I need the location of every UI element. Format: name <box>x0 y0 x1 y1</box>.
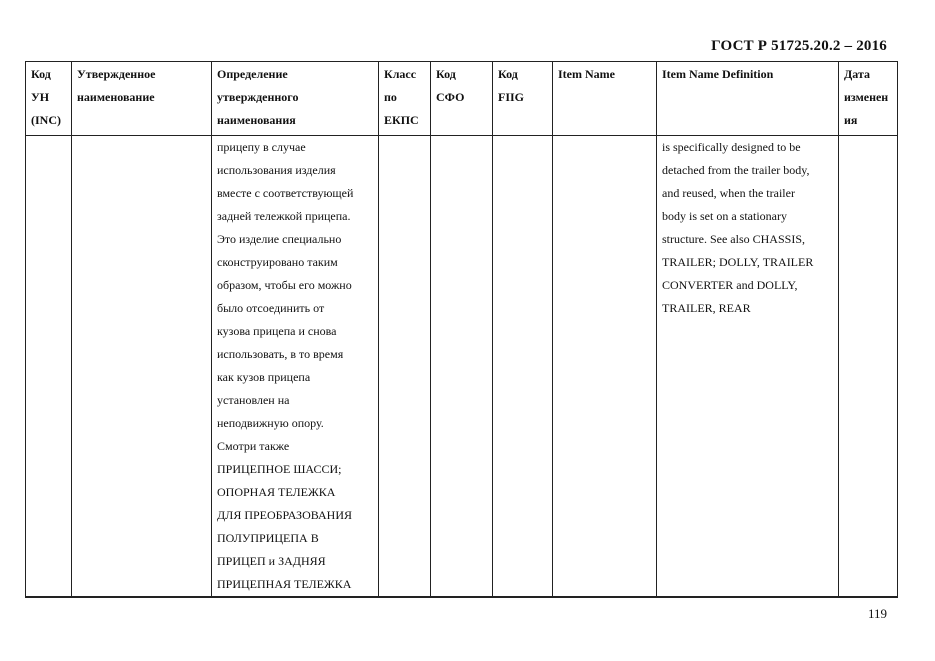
cell-text-line: ПРИЦЕП и ЗАДНЯЯ <box>217 554 326 568</box>
cell-fiig-code <box>493 136 553 598</box>
document-title: ГОСТ Р 51725.20.2 – 2016 <box>711 38 887 54</box>
column-header-line: Класс <box>384 67 417 81</box>
cell-text-line: использования изделия <box>217 163 336 177</box>
column-header-line: наименование <box>77 90 155 104</box>
column-header-line: изменен <box>844 90 889 104</box>
cell-text-line: ПОЛУПРИЦЕПА В <box>217 531 319 545</box>
column-header-line: Дата <box>844 67 870 81</box>
column-header-line: Код <box>436 67 456 81</box>
cell-text-line: использовать, в то время <box>217 347 344 361</box>
table-row <box>26 136 898 598</box>
cell-text-line: is specifically designed to be <box>662 140 801 154</box>
cell-sfo-code <box>431 136 493 598</box>
column-header-inc <box>26 62 72 136</box>
column-header-line: по <box>384 90 397 104</box>
column-header-line: СФО <box>436 90 465 104</box>
cell-ekps-class <box>379 136 431 598</box>
cell-text-line: задней тележкой прицепа. <box>217 209 351 223</box>
column-header-line: ЕКПС <box>384 113 419 127</box>
column-header-line: Определение <box>217 67 288 81</box>
cell-text-line: structure. See also CHASSIS, <box>662 232 805 246</box>
column-header-line: ия <box>844 113 858 127</box>
page-number: 119 <box>867 606 887 621</box>
column-header-line: Код <box>498 67 518 81</box>
column-header-line: Утвержденное <box>77 67 156 81</box>
column-header-fiig-code <box>493 62 553 136</box>
column-header-ekps-class <box>379 62 431 136</box>
column-header-line: FIIG <box>498 90 525 104</box>
cell-text-line: неподвижную опору. <box>217 416 324 430</box>
cell-text-line: образом, чтобы его можно <box>217 278 352 292</box>
column-header-item-name <box>553 62 657 136</box>
cell-text-line: ОПОРНАЯ ТЕЛЕЖКА <box>217 485 336 499</box>
column-header-line: УН <box>31 90 50 104</box>
column-header-line: (INC) <box>31 113 61 127</box>
cell-approved-name <box>72 136 212 598</box>
cell-text-line: ПРИЦЕПНОЕ ШАССИ; <box>217 462 342 476</box>
column-header-line: Код <box>31 67 51 81</box>
cell-text-line: body is set on a stationary <box>662 209 787 223</box>
cell-text-line: TRAILER; DOLLY, TRAILER <box>662 255 814 269</box>
cell-inc <box>26 136 72 598</box>
cell-text-line: detached from the trailer body, <box>662 163 810 177</box>
cell-text-line: как кузов прицепа <box>217 370 311 384</box>
cell-change-date <box>839 136 898 598</box>
cell-text-line: CONVERTER and DOLLY, <box>662 278 798 292</box>
cell-text-line: установлен на <box>217 393 290 407</box>
cell-definition <box>212 136 379 598</box>
column-header-item-name-definition <box>657 62 839 136</box>
column-header-line: наименования <box>217 113 296 127</box>
cell-text-line: Это изделие специально <box>217 232 342 246</box>
cell-text-line: прицепу в случае <box>217 140 306 154</box>
column-header-change-date <box>839 62 898 136</box>
column-header-line: Item Name Definition <box>662 67 774 81</box>
column-header-line: утвержденного <box>217 90 299 104</box>
cell-text-line: сконструировано таким <box>217 255 338 269</box>
cell-text-line: ПРИЦЕПНАЯ ТЕЛЕЖКА <box>217 577 352 591</box>
cell-text-line: Смотри также <box>217 439 290 453</box>
cell-text-line: TRAILER, REAR <box>662 301 751 315</box>
column-header-line: Item Name <box>558 67 615 81</box>
column-header-sfo-code <box>431 62 493 136</box>
cell-text-line: вместе с соответствующей <box>217 186 354 200</box>
column-header-definition <box>212 62 379 136</box>
cell-text-line: кузова прицепа и снова <box>217 324 337 338</box>
column-header-approved-name <box>72 62 212 136</box>
cell-text-line: было отсоединить от <box>217 301 325 315</box>
cell-item-name <box>553 136 657 598</box>
cell-text-line: and reused, when the trailer <box>662 186 795 200</box>
table-header-row <box>26 62 898 136</box>
item-name-table <box>25 61 898 598</box>
cell-text-line: ДЛЯ ПРЕОБРАЗОВАНИЯ <box>217 508 352 522</box>
cell-item-name-definition <box>657 136 839 598</box>
